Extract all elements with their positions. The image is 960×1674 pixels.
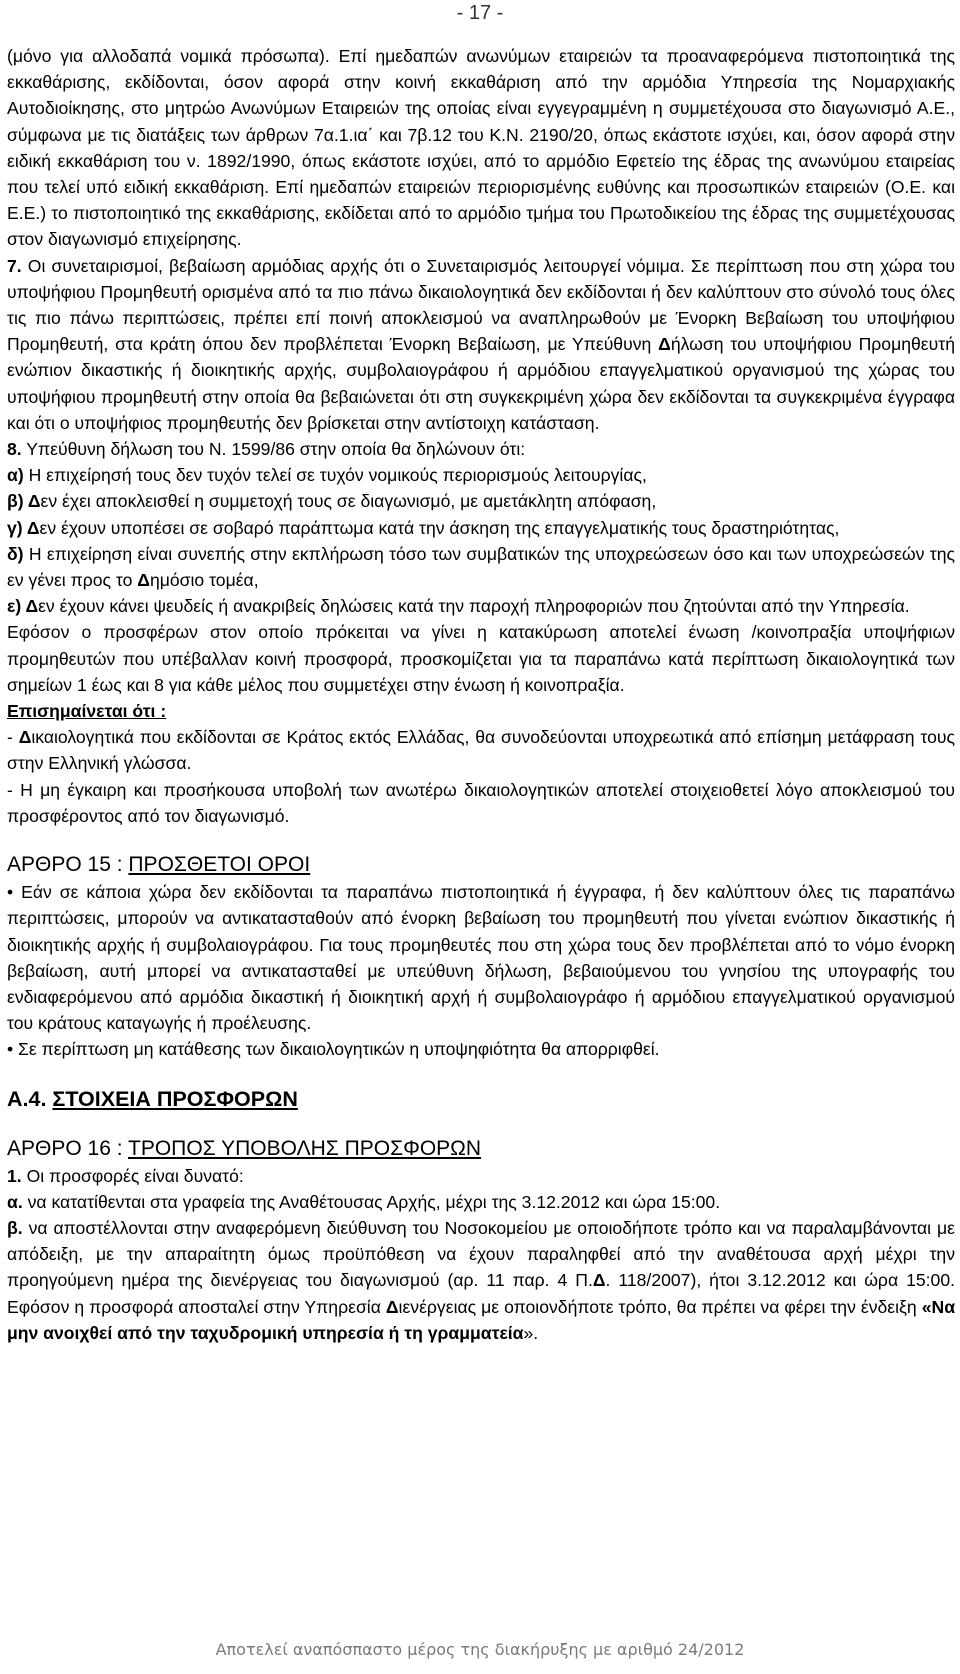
article-15-bullet-2 [7, 1036, 955, 1062]
item-8-e [7, 593, 955, 619]
point-text: Οι προσφορές είναι δυνατό: [21, 1165, 244, 1186]
article-16-title [7, 1135, 955, 1163]
spacer [7, 1113, 955, 1135]
item-8-c [7, 515, 955, 541]
bullet-text: • Εάν σε κάποια χώρα δεν εκδίδονται τα παραπάνω πιστοποιητικά ή έγγραφα, ή δεν καλύπτουν όλες τις παραπάνω περιπτώσεις, μπορούν να αντικατασταθούν από ένορκη βεβαίωση του προμηθευτή που γίνεται ενώπιον δικαστικής ή διοικητικής αρχής ή συμβολαιογράφου. Για τους προμηθευτές που στη χώρα τους δεν προβλέπεται από το νόμο ένορκη βεβαίωση, αυτή μπορεί να αντικατασταθεί με υπεύθυνη δήλωση, βεβαιούμενου του γνησίου της υπογραφής του ενδιαφερόμενου από αρμόδια δικαστική ή διοικητική αρχή ή συμβολαιογράφο ή αρμόδιου επαγγελματικού οργανισμού του κράτους καταγωγής ή προέλευσης. [7, 882, 955, 1034]
item-number: 7. [7, 255, 22, 276]
notice-bold-letter: Δ [18, 727, 32, 748]
page-footer: Αποτελεί αναπόσπαστο μέρος της διακήρυξης με αριθμό 24/2012 [215, 1640, 745, 1659]
article-16-point-b [7, 1215, 955, 1346]
subitem-text: Η επιχείρηση είναι συνεπής στην εκπλήρωση τόσο των συμβατικών της υποχρεώσεων όσο και των υποχρεώσεών της εν γένει προς το [7, 543, 955, 591]
point-text-continued: . 118/2007), ήτοι 3.12.2012 και ώρα 15:00. Εφόσον η προσφορά αποσταλεί στην Υπηρεσία [7, 1270, 955, 1317]
item-number: 8. [7, 439, 22, 460]
article-15-bullet-1 [7, 879, 955, 1036]
item-text: Υπεύθυνη δήλωση του Ν. 1599/86 στην οποία θα δηλώνουν ότι: [21, 439, 526, 460]
paragraph-liquidation [7, 43, 955, 253]
subitem-bold-letter: Δ [137, 570, 150, 591]
subitem-text: εν έχουν κάνει ψευδείς ή ανακριβείς δηλώσεις κατά την παροχή πληροφοριών που ζητούνται από την Υπηρεσία. [38, 596, 910, 617]
subitem-label: δ) [7, 543, 24, 564]
item-8-a [7, 462, 955, 488]
item-bold-letter: Δ [658, 334, 671, 355]
point-text-continued: ιενέργειας με οποιονδήποτε τρόπο, θα πρέπει να φέρει την ένδειξη [398, 1296, 922, 1317]
item-8 [7, 436, 955, 462]
item-8-d [7, 541, 955, 593]
paragraph-joint-bid [7, 619, 955, 698]
article-16-point-1 [7, 1163, 955, 1189]
point-text: να κατατίθενται στα γραφεία της Αναθέτουσας Αρχής, μέχρι της 3.12.2012 και ώρα 15:00. [22, 1191, 721, 1212]
page-number: - 17 - [456, 2, 504, 24]
point-text: να αποστέλλονται στην αναφερόμενη διεύθυνση του Νοσοκομείου με οποιοδήποτε τρόπο και να παραλαμβάνονται με απόδειξη, με την απαραίτητη όμως προϋπόθεση να έχουν παραληφθεί από την αναθέτουσα αρχή μέχρι την προηγούμενη ημέρα της διενέργειας του διαγωνισμού (αρ. 11 παρ. 4 Π. [7, 1217, 955, 1291]
item-text-continued: ήλωση του υποψήφιου Προμηθευτή ενώπιον δικαστικής ή διοικητικής αρχής, συμβολαιογράφου ή αρμόδιου επαγγελματικού οργανισμού της χώρας του υποψήφιου προμηθευτή στην οποία θα βεβαιώνεται ότι στη συγκεκριμένη χώρα δεν εκδίδονται τα συγκεκριμένα έγγραφα και ότι ο υποψήφιος προμηθευτής δεν βρίσκεται στην αντίστοιχη κατάσταση. [7, 334, 955, 433]
paragraph-text: Εφόσον ο προσφέρων στον οποίο πρόκειται να γίνει η κατακύρωση αποτελεί ένωση /κοινοπραξία υποψήφιων προμηθευτών που υπέβαλλαν κοινή προσφορά, προσκομίζεται για τα παραπάνω κατά περίπτωση δικαιολογητικά των σημείων 1 έως και 8 για κάθε μέλος που συμμετέχει στην ένωση ή κοινοπραξία. [7, 622, 955, 695]
article-16-point-a [7, 1189, 955, 1215]
notice-line-1 [7, 724, 955, 776]
subitem-text: Η επιχείρησή τους δεν τυχόν τελεί σε τυχόν νομικούς περιορισμούς λειτουργίας, [23, 465, 647, 486]
bullet-text: • Σε περίπτωση μη κατάθεσης των δικαιολογητικών η υποψηφιότητα θα απορριφθεί. [7, 1039, 660, 1060]
point-label: β. [7, 1217, 23, 1238]
notice-text: - Η μη έγκαιρη και προσήκουσα υποβολή των ανωτέρω δικαιολογητικών αποτελεί στοιχειοθετεί λόγο αποκλεισμού του προσφέροντος από τον διαγωνισμό. [7, 779, 955, 826]
notice-heading [7, 698, 955, 724]
subitem-label: ε) Δ [7, 596, 39, 617]
item-7 [7, 253, 955, 436]
subitem-label: α) [7, 465, 24, 486]
notice-heading-text: Επισημαίνεται ότι : [7, 701, 167, 722]
subitem-text: εν έχουν υποπέσει σε σοβαρό παράπτωμα κατά την άσκηση της επαγγελματικής τους δραστηριότητας, [39, 517, 840, 538]
article-number: ΑΡΘΡΟ 15 : [7, 853, 129, 877]
point-bold-letter: Δ [385, 1296, 399, 1317]
subitem-text-continued: ημόσιο τομέα, [149, 570, 259, 591]
section-a4-title [7, 1085, 955, 1113]
document-body [7, 43, 955, 1346]
point-label: α. [7, 1191, 23, 1212]
point-text-end: ». [523, 1322, 539, 1343]
article-heading: ΤΡΟΠΟΣ ΥΠΟΒΟΛΗΣ ΠΡΟΣΦΟΡΩΝ [128, 1136, 482, 1160]
subitem-text: εν έχει αποκλεισθεί η συμμετοχή τους σε διαγωνισμό, με αμετάκλητη απόφαση, [40, 491, 657, 512]
notice-line-2 [7, 777, 955, 829]
section-heading: ΣΤΟΙΧΕΙΑ ΠΡΟΣΦΟΡΩΝ [52, 1086, 298, 1111]
subitem-label: γ) Δ [7, 517, 40, 538]
item-8-b [7, 488, 955, 514]
paragraph-text: (μόνο για αλλοδαπά νομικά πρόσωπα). Επί ημεδαπών ανωνύμων εταιρειών τα προαναφερόμενα πιστοποιητικά της εκκαθάρισης, εκδίδονται, όσον αφορά στην κοινή εκκαθάριση από την αρμόδια Υπηρεσία της Νομαρχιακής Αυτοδιοίκησης, στο μητρώο Ανωνύμων Εταιρειών της οποίας είναι εγγεγραμμένη η συμμετέχουσα στο διαγωνισμό Α.Ε., σύμφωνα με τις διατάξεις των άρθρων 7α.1.ια΄ και 7β.12 του Κ.Ν. 2190/20, όπως εκάστοτε ισχύει, και, όσον αφορά στην ειδική εκκαθάριση του ν. 1892/1990, όπως εκάστοτε ισχύει, από το αρμόδιο Εφετείο της έδρας της ανωνύμου εταιρείας που τελεί υπό ειδική εκκαθάριση. Επί ημεδαπών εταιρειών περιορισμένης ευθύνης και προσωπικών εταιρειών (Ο.Ε. και Ε.Ε.) το πιστοποιητικό της εκκαθάρισης, εκδίδεται από το αρμόδιο τμήμα του Πρωτοδικείου της έδρας της συμμετέχουσας στον διαγωνισμό επιχείρησης. [7, 46, 955, 250]
article-15-title [7, 851, 955, 879]
notice-text: ικαιολογητικά που εκδίδονται σε Κράτος εκτός Ελλάδας, θα συνοδεύονται υποχρεωτικά από επίσημη μετάφραση τους στην Ελληνική γλώσσα. [7, 727, 955, 774]
item-text: Οι συνεταιρισμοί, βεβαίωση αρμόδιας αρχής ότι ο Συνεταιρισμός λειτουργεί νόμιμα. Σε περίπτωση που στη χώρα του υποψήφιου Προμηθευτή ορισμένα από τα πιο πάνω δικαιολογητικά δεν εκδίδονται ή δεν καλύπτουν στο σύνολό τους όλες τις πιο πάνω περιπτώσεις, πρέπει επί ποινή αποκλεισμού να αναπληρωθούν με Ένορκη Βεβαίωση του υποψήφιου Προμηθευτή, στα κράτη όπου δεν προβλέπεται Ένορκη Βεβαίωση, με Υπεύθυνη [7, 255, 955, 355]
point-bold-phrase: «Να μην ανοιχθεί από την ταχυδρομική υπηρεσία ή τη γραμματεία [7, 1296, 956, 1343]
section-number: Α.4. [7, 1086, 53, 1111]
article-number: ΑΡΘΡΟ 16 : [7, 1136, 129, 1160]
point-number: 1. [7, 1165, 22, 1186]
point-bold-letter: Δ [592, 1270, 606, 1291]
subitem-label: β) Δ [7, 491, 41, 512]
article-heading: ΠΡΟΣΘΕΤΟΙ ΟΡΟΙ [128, 853, 311, 877]
spacer [7, 1063, 955, 1085]
spacer [7, 829, 955, 851]
notice-dash: - [7, 727, 19, 748]
